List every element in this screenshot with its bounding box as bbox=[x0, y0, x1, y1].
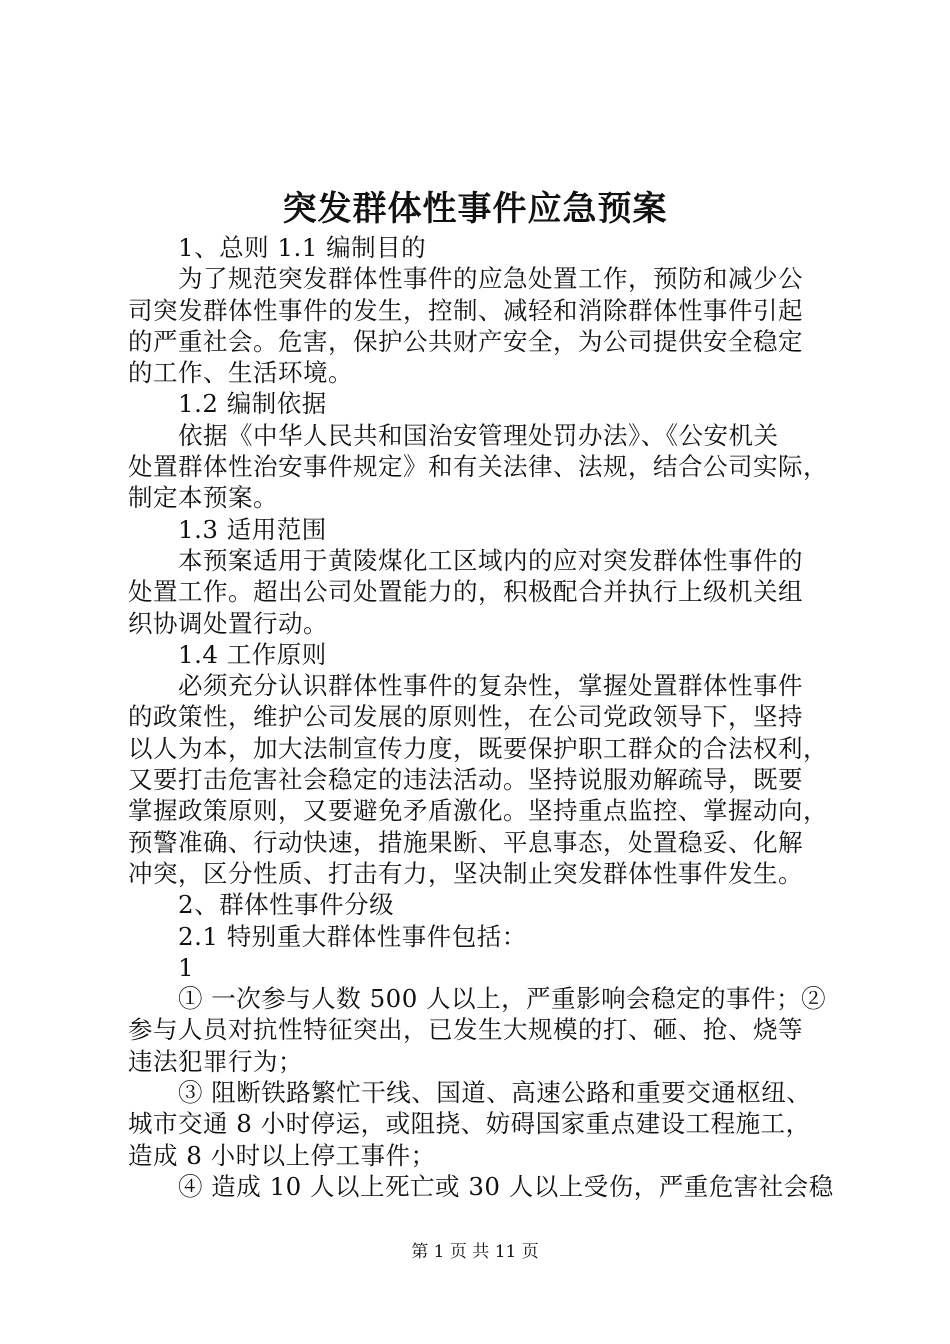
text-line: 必须充分认识群体性事件的复杂性，掌握处置群体性事件 bbox=[178, 671, 803, 701]
text-line: 掌握政策原则，又要避免矛盾激化。坚持重点监控、掌握动向， bbox=[128, 796, 828, 826]
text-line: ④ 造成 10 人以上死亡或 30 人以上受伤，严重危害社会稳 bbox=[178, 1171, 834, 1201]
document-title: 突发群体性事件应急预案 bbox=[282, 189, 668, 229]
text-line: 1 bbox=[178, 952, 195, 982]
text-line: 的政策性，维护公司发展的原则性，在公司党政领导下，坚持 bbox=[128, 702, 803, 732]
text-line: 的严重社会。危害，保护公共财产安全，为公司提供安全稳定 bbox=[128, 326, 803, 356]
text-line: 参与人员对抗性特征突出，已发生大规模的打、砸、抢、烧等 bbox=[128, 1015, 803, 1045]
text-line: 城市交通 8 小时停运，或阻挠、妨碍国家重点建设工程施工， bbox=[128, 1109, 811, 1139]
text-line: 冲突，区分性质、打击有力，坚决制止突发群体性事件发生。 bbox=[128, 858, 803, 888]
text-line: 本预案适用于黄陵煤化工区域内的应对突发群体性事件的 bbox=[178, 545, 803, 575]
text-line: 以人为本，加大法制宣传力度，既要保护职工群众的合法权利， bbox=[128, 733, 828, 763]
text-line: 的工作、生活环境。 bbox=[128, 358, 353, 388]
text-line: 1.2 编制依据 bbox=[178, 389, 327, 419]
text-line: 为了规范突发群体性事件的应急处置工作，预防和减少公 bbox=[178, 264, 803, 294]
text-line: 1、总则 1.1 编制目的 bbox=[178, 233, 427, 262]
text-line: 1.3 适用范围 bbox=[178, 514, 327, 544]
text-line: 1.4 工作原则 bbox=[178, 639, 327, 669]
text-line: 处置工作。超出公司处置能力的，积极配合并执行上级机关组 bbox=[128, 577, 803, 607]
text-line: 依据《中华人民共和国治安管理处罚办法》、《公安机关 bbox=[178, 420, 779, 450]
text-line: 2.1 特别重大群体性事件包括： bbox=[178, 921, 527, 951]
document-body bbox=[128, 232, 838, 1202]
text-line: 制定本预案。 bbox=[128, 483, 278, 513]
text-line: 处置群体性治安事件规定》和有关法律、法规，结合公司实际， bbox=[128, 452, 828, 482]
text-line: 又要打击危害社会稳定的违法活动。坚持说服劝解疏导，既要 bbox=[128, 765, 803, 795]
text-line: 造成 8 小时以上停工事件； bbox=[128, 1140, 436, 1170]
text-line: 织协调处置行动。 bbox=[128, 608, 328, 638]
text-line: ① 一次参与人数 500 人以上，严重影响会稳定的事件；② bbox=[178, 984, 827, 1014]
text-line: ③ 阻断铁路繁忙干线、国道、高速公路和重要交通枢纽、 bbox=[178, 1078, 812, 1108]
page-footer: 第 1 页 共 11 页 bbox=[411, 1242, 539, 1262]
text-line: 违法犯罪行为； bbox=[128, 1046, 303, 1076]
text-line: 司突发群体性事件的发生，控制、减轻和消除群体性事件引起 bbox=[128, 295, 803, 325]
text-line: 预警准确、行动快速，措施果断、平息事态，处置稳妥、化解 bbox=[128, 827, 803, 857]
text-line: 2、群体性事件分级 bbox=[178, 890, 395, 920]
